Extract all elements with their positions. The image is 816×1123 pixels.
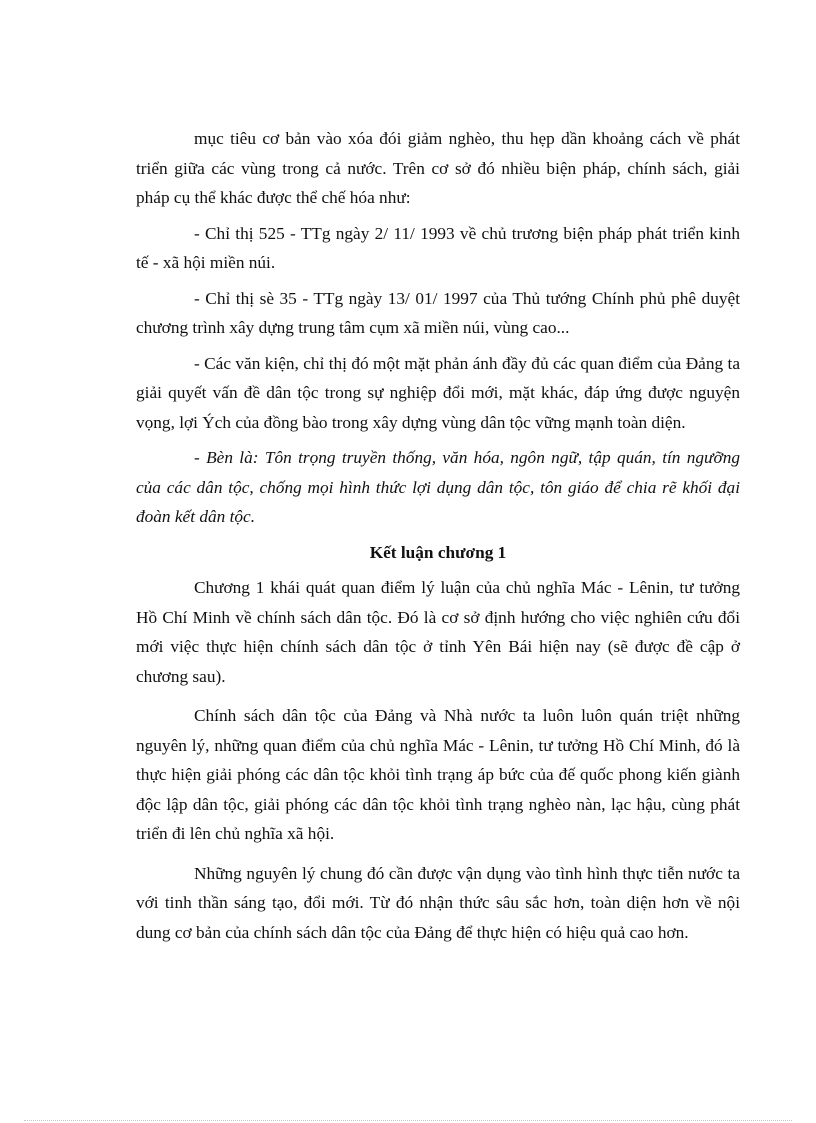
paragraph-fourth-point: - Bèn là: Tôn trọng truyền thống, văn hóa, ngôn ngữ, tập quán, tín ngưỡng của các dân tộc, chống mọi hình thức lợi dụng dân tộc, tôn giáo để chia rẽ khối đại đoàn kết dân tộc. (136, 448, 740, 526)
page-bottom-divider (24, 1120, 792, 1121)
paragraph-directive-35: - Chỉ thị sè 35 - TTg ngày 13/ 01/ 1997 của Thủ tướng Chính phủ phê duyệt chương trình xây dựng trung tâm cụm xã miền núi, vùng cao... (136, 288, 740, 337)
document-page (136, 124, 740, 947)
section-heading: Kết luận chương 1 (369, 542, 507, 562)
paragraph-documents-summary: - Các văn kiện, chỉ thị đó một mặt phản ánh đầy đủ các quan điểm của Đảng ta giải quyết vấn đề dân tộc trong sự nghiệp đổi mới, mặt khác, đáp ứng được nguyện vọng, lợi Ých của đồng bào trong xây dựng vùng dân tộc vững mạnh toàn diện. (136, 353, 740, 432)
paragraph-application: Những nguyên lý chung đó cần được vận dụng vào tình hình thực tiễn nước ta với tinh thần sáng tạo, đổi mới. Từ đó nhận thức sâu sắc hơn, toàn diện hơn về nội dung cơ bản của chính sách dân tộc của Đảng để thực hiện có hiệu quả cao hơn. (136, 863, 740, 942)
paragraph-policy-principles: Chính sách dân tộc của Đảng và Nhà nước ta luôn luôn quán triệt những nguyên lý, những quan điểm của chủ nghĩa Mác - Lênin, tư tưởng Hồ Chí Minh, đó là thực hiện giải phóng các dân tộc khỏi tình trạng áp bức của đế quốc phong kiến giành độc lập dân tộc, giải phóng các dân tộc khỏi tình trạng nghèo nàn, lạc hậu, cùng phát triển đi lên chủ nghĩa xã hội. (136, 706, 740, 843)
paragraph-continuation: mục tiêu cơ bản vào xóa đói giảm nghèo, thu hẹp dần khoảng cách về phát triển giữa các vùng trong cả nước. Trên cơ sở đó nhiều biện pháp, chính sách, giải pháp cụ thể khác được thể chế hóa như: (136, 129, 740, 207)
paragraph-directive-525: - Chỉ thị 525 - TTg ngày 2/ 11/ 1993 về chủ trương biện pháp phát triển kinh tế - xã hội miền núi. (136, 223, 740, 272)
paragraph-chapter-summary: Chương 1 khái quát quan điểm lý luận của chủ nghĩa Mác - Lênin, tư tưởng Hồ Chí Minh về chính sách dân tộc. Đó là cơ sở định hướng cho việc nghiên cứu đổi mới việc thực hiện chính sách dân tộc ở tỉnh Yên Bái hiện nay (sẽ được đề cập ở chương sau). (136, 578, 740, 686)
